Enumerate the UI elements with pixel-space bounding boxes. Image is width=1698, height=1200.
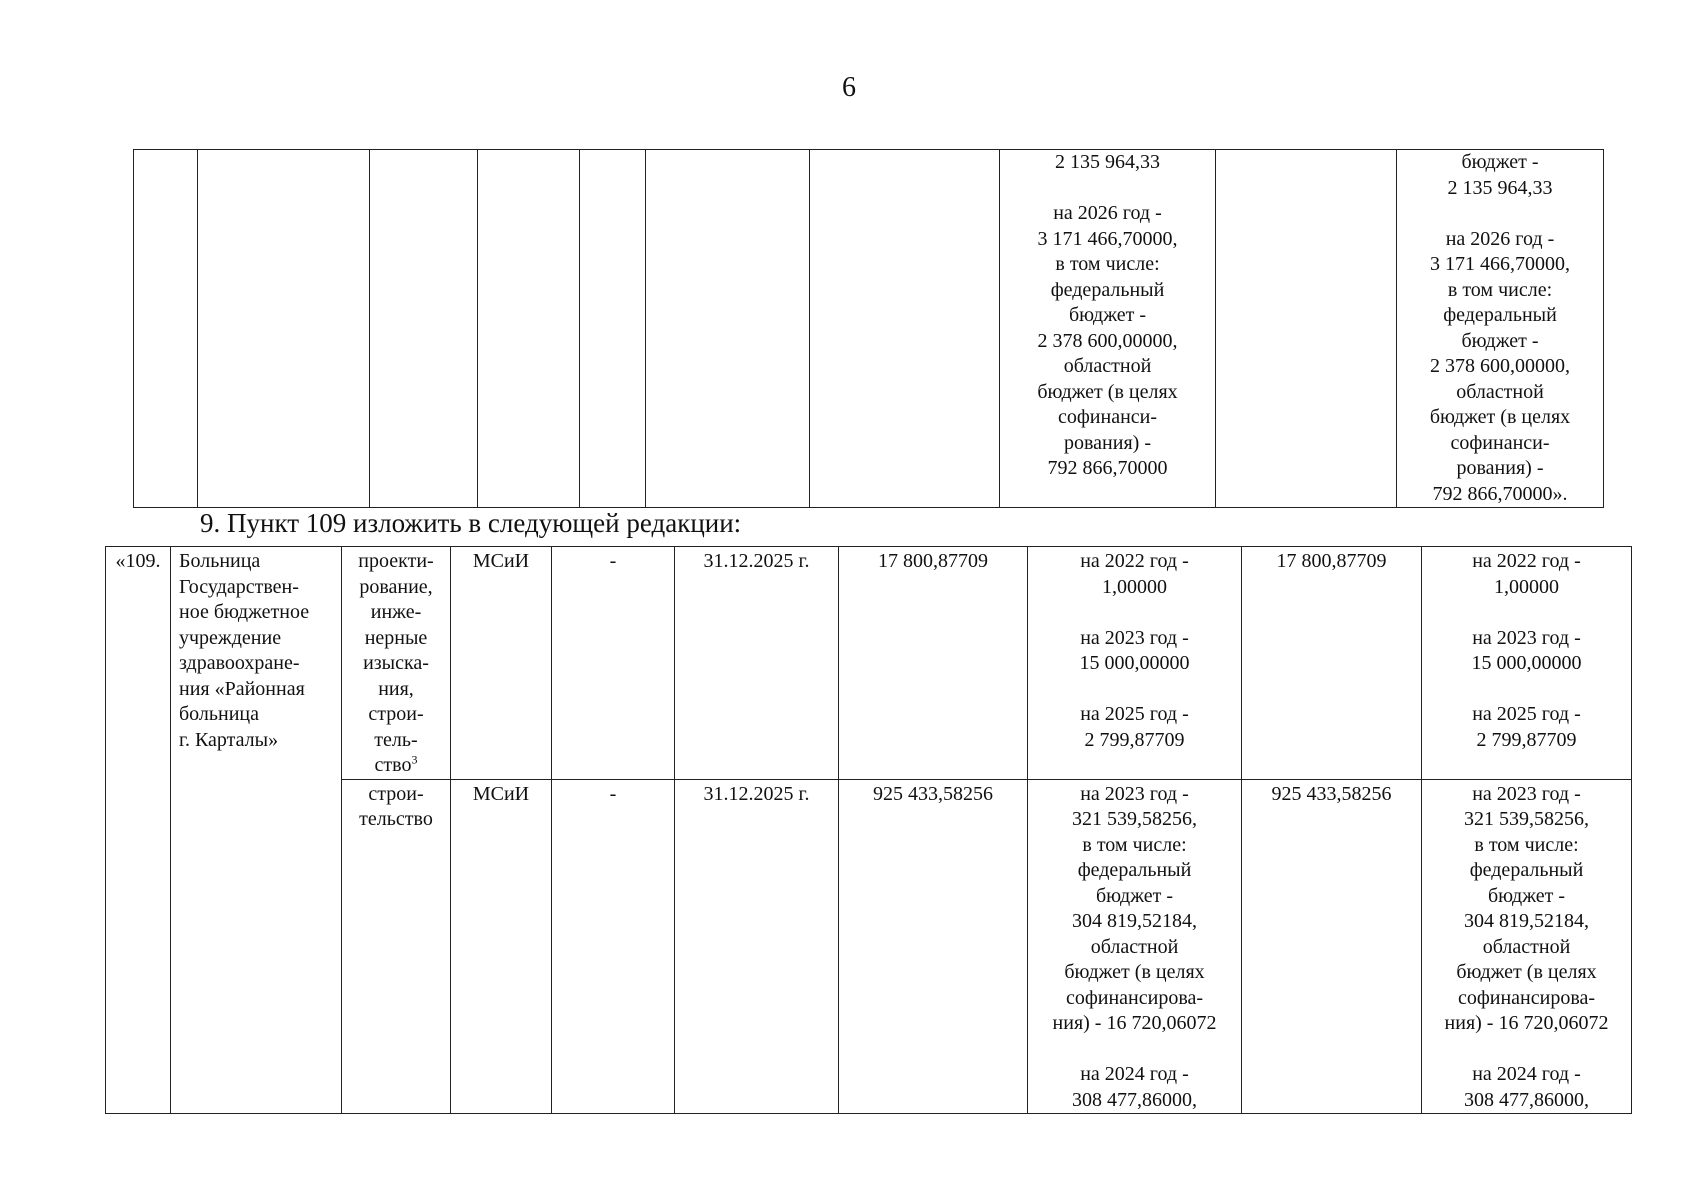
cell-4	[478, 150, 580, 508]
continuation-row	[134, 150, 1604, 508]
customer: МСиИ	[451, 779, 552, 1114]
deadline: 31.12.2025 г.	[675, 779, 839, 1114]
cell-9	[1216, 150, 1397, 508]
financing-schedule-2: на 2022 год - 1,00000 на 2023 год - 15 000,00000 на 2025 год - 2 799,87709	[1422, 547, 1632, 780]
dash-cell: -	[552, 779, 675, 1114]
estimated-cost-2: 17 800,87709	[1242, 547, 1422, 780]
page-number: 6	[842, 72, 856, 103]
item-number: «109.	[106, 547, 171, 1114]
object-name: Больница Государствен- ное бюджетное учреждение здравоохране- ния «Районная больница г. Карталы»	[171, 547, 342, 1114]
financing-cell: 2 135 964,33 на 2026 год - 3 171 466,70000, в том числе: федеральный бюджет - 2 378 600,00000, областной бюджет (в целях софинанси- рования) - 792 866,70000	[1000, 150, 1216, 508]
item-109-table	[105, 546, 1632, 1114]
work-type-text: проекти- рование, инже- нерные изыска- ния, строи- тель- ство	[358, 550, 434, 776]
cell-7	[810, 150, 1000, 508]
financing-schedule: на 2023 год - 321 539,58256, в том числе: федеральный бюджет - 304 819,52184, областной бюджет (в целях софинансирова- ния) - 16 720,06072 на 2024 год - 308 477,86000,	[1028, 779, 1242, 1114]
work-type: строи- тельство	[342, 779, 451, 1114]
continuation-table	[133, 149, 1604, 508]
estimated-cost-2: 925 433,58256	[1242, 779, 1422, 1114]
cell-6	[646, 150, 810, 508]
footnote-mark: 3	[411, 752, 418, 767]
dash-cell: -	[552, 547, 675, 780]
estimated-cost: 925 433,58256	[839, 779, 1028, 1114]
cell-5	[580, 150, 646, 508]
estimated-cost: 17 800,87709	[839, 547, 1028, 780]
financing-cell-2: бюджет - 2 135 964,33 на 2026 год - 3 171 466,70000, в том числе: федеральный бюджет - 2 378 600,00000, областной бюджет (в целях софинанси- рования) - 792 866,70000».	[1397, 150, 1604, 508]
cell-2	[198, 150, 370, 508]
cell-1	[134, 150, 198, 508]
deadline: 31.12.2025 г.	[675, 547, 839, 780]
cell-3	[370, 150, 478, 508]
financing-schedule-2: на 2023 год - 321 539,58256, в том числе: федеральный бюджет - 304 819,52184, областной бюджет (в целях софинансирова- ния) - 16 720,06072 на 2024 год - 308 477,86000,	[1422, 779, 1632, 1114]
table-row	[106, 547, 1632, 780]
financing-schedule: на 2022 год - 1,00000 на 2023 год - 15 000,00000 на 2025 год - 2 799,87709	[1028, 547, 1242, 780]
section-heading: 9. Пункт 109 изложить в следующей редакции:	[200, 508, 742, 538]
work-type	[342, 547, 451, 780]
customer: МСиИ	[451, 547, 552, 780]
